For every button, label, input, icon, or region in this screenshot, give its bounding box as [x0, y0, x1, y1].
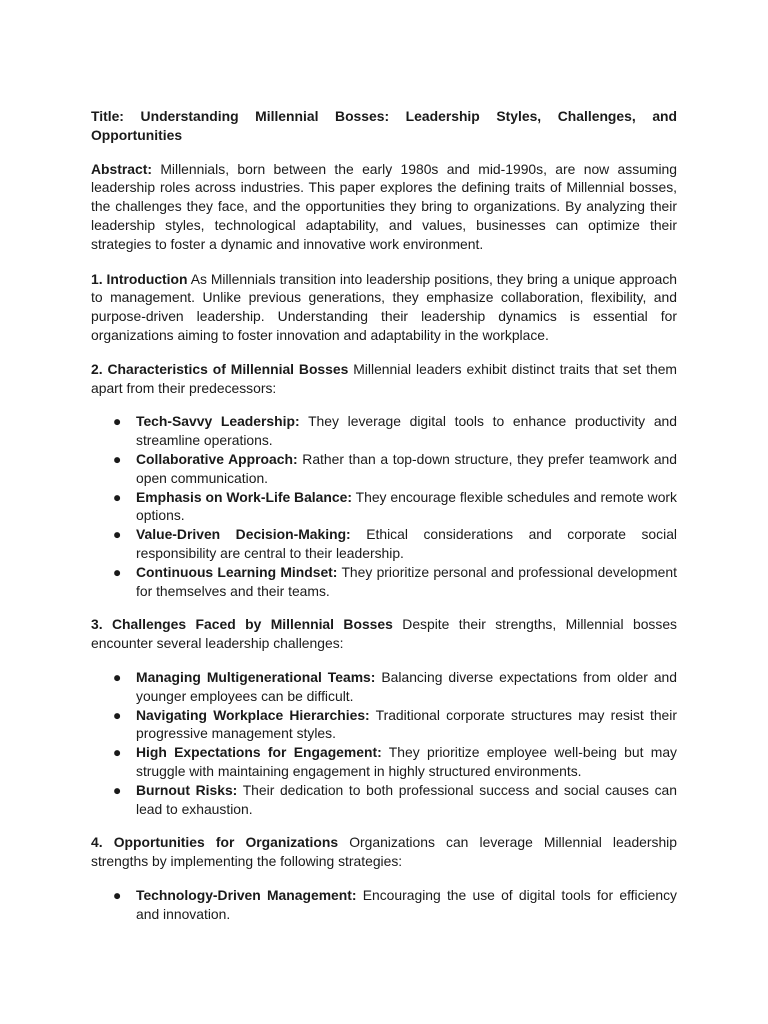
section-heading: 3. Challenges Faced by Millennial Bosses: [91, 616, 393, 633]
list-item-term: Tech-Savvy Leadership:: [136, 413, 300, 430]
title-text: Understanding Millennial Bosses: Leadership Styles, Challenges, and Opportunities: [91, 108, 678, 143]
list-item-term: High Expectations for Engagement:: [136, 744, 382, 761]
bullet-icon: ●: [113, 413, 122, 430]
list-item-text: They prioritize employee well-being but may struggle with maintaining engagement in highly structured environments.: [136, 744, 677, 779]
list-item: [91, 668, 677, 706]
list-item-text: They encourage flexible schedules and remote work options.: [136, 488, 677, 524]
challenges-list: [91, 668, 677, 818]
section-text: Organizations can leverage Millennial leadership strengths by implementing the following strategies:: [91, 834, 677, 870]
list-item: [91, 706, 677, 744]
bullet-icon: ●: [113, 668, 122, 685]
abstract-paragraph: [91, 160, 677, 254]
section-text: Despite their strengths, Millennial bosses encounter several leadership challenges:: [91, 616, 677, 652]
document-title: [91, 107, 677, 145]
section-text: As Millennials transition into leadership positions, they bring a unique approach to management. Unlike previous generations, they emphasize collaboration, flexibility, and purpose-driven leadership. Understanding their leadership dynamics is essential for organizations aiming to foster innovation and adaptability in the workplace.: [91, 270, 677, 343]
list-item-term: Technology-Driven Management:: [136, 886, 357, 903]
bullet-icon: ●: [113, 886, 122, 903]
list-item-text: Ethical considerations and corporate social responsibility are central to their leadership.: [136, 526, 678, 561]
list-item-term: Collaborative Approach:: [136, 450, 298, 467]
list-item-text: Traditional corporate structures may resist their progressive management styles.: [136, 706, 677, 742]
list-item-text: They prioritize personal and professional development for themselves and their teams.: [136, 563, 677, 599]
bullet-icon: ●: [113, 526, 122, 543]
list-item-term: Continuous Learning Mindset:: [136, 563, 338, 580]
list-item-term: Navigating Workplace Hierarchies:: [136, 706, 370, 723]
abstract-text: Millennials, born between the early 1980s and mid-1990s, are now assuming leadership roles across industries. This paper explores the defining traits of Millennial bosses, the challenges they face, and the opportunities they bring to organizations. By analyzing their leadership styles, technological adaptability, and values, businesses can optimize their strategies to foster a dynamic and innovative work environment.: [91, 160, 678, 252]
bullet-icon: ●: [113, 563, 122, 580]
bullet-icon: ●: [113, 744, 122, 761]
section-text: Millennial leaders exhibit distinct traits that set them apart from their predecessors:: [91, 360, 677, 396]
list-item: [91, 886, 677, 924]
list-item-term: Managing Multigenerational Teams:: [136, 668, 376, 685]
bullet-icon: ●: [113, 450, 122, 467]
list-item-term: Emphasis on Work-Life Balance:: [136, 488, 352, 505]
list-item: [91, 488, 677, 526]
list-item: [91, 412, 677, 450]
list-item-text: They leverage digital tools to enhance productivity and streamline operations.: [136, 413, 677, 449]
list-item-term: Value-Driven Decision-Making:: [136, 526, 351, 543]
bullet-icon: ●: [113, 781, 122, 798]
list-item: [91, 781, 677, 819]
characteristics-list: [91, 412, 677, 600]
list-item-text: Encouraging the use of digital tools for efficiency and innovation.: [136, 886, 677, 922]
section-opportunities: [91, 833, 677, 871]
section-introduction: [91, 270, 677, 345]
document-page: [91, 107, 677, 938]
bullet-icon: ●: [113, 488, 122, 505]
abstract-label: Abstract:: [91, 160, 152, 177]
list-item: [91, 525, 677, 563]
section-heading: 4. Opportunities for Organizations: [91, 834, 339, 851]
list-item-text: Balancing diverse expectations from older and younger employees can be difficult.: [136, 668, 678, 704]
section-challenges: [91, 615, 677, 653]
section-heading: 2. Characteristics of Millennial Bosses: [91, 360, 349, 377]
list-item: [91, 450, 677, 488]
list-item-term: Burnout Risks:: [136, 781, 238, 798]
bullet-icon: ●: [113, 706, 122, 723]
section-characteristics: [91, 360, 677, 398]
list-item: [91, 743, 677, 781]
title-label: Title:: [91, 108, 124, 124]
list-item-text: Their dedication to both professional success and social causes can lead to exhaustion.: [136, 781, 677, 817]
list-item-text: Rather than a top-down structure, they prefer teamwork and open communication.: [136, 450, 678, 486]
opportunities-list: [91, 886, 677, 924]
list-item: [91, 563, 677, 601]
section-heading: 1. Introduction: [91, 270, 188, 287]
